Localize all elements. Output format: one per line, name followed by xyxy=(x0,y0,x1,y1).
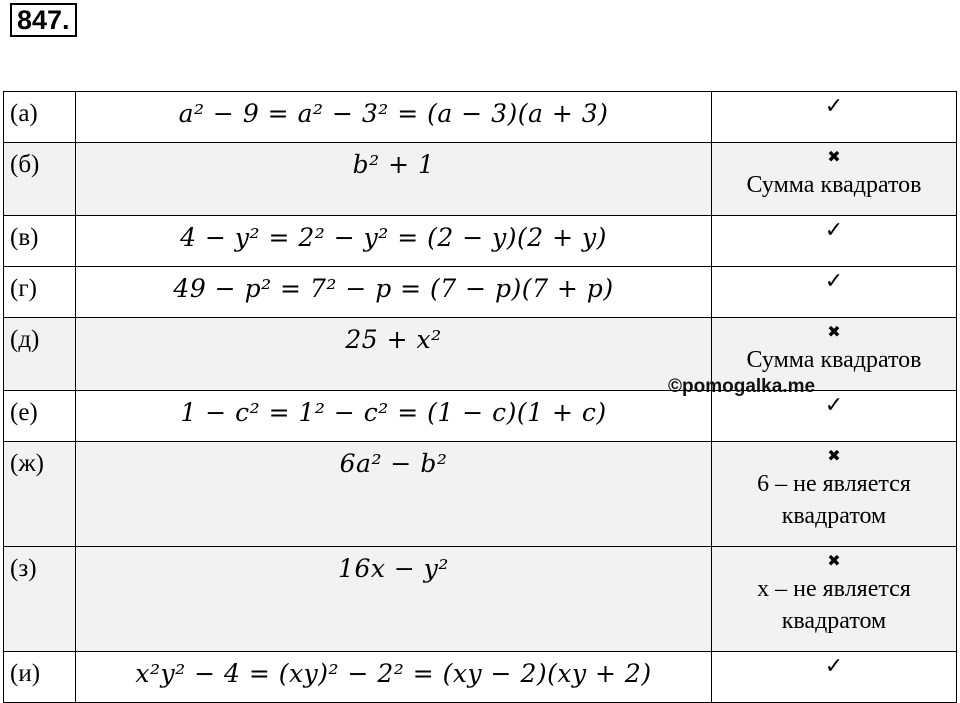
row-expression: b² + 1 xyxy=(76,143,712,216)
row-mark-cell xyxy=(712,652,957,703)
row-mark-cell xyxy=(712,267,957,318)
check-icon: ✓ xyxy=(824,269,844,294)
row-expression: 6a² − b² xyxy=(76,442,712,547)
row-mark-cell xyxy=(712,547,957,652)
row-note: x – не является xyxy=(757,576,911,602)
row-mark-cell xyxy=(712,143,957,216)
table-row xyxy=(4,92,957,143)
table-row xyxy=(4,442,957,547)
cross-icon: ✖ xyxy=(827,551,841,570)
row-label: (з) xyxy=(4,547,76,652)
row-expression: 4 − y² = 2² − y² = (2 − y)(2 + y) xyxy=(76,216,712,267)
check-icon: ✓ xyxy=(824,654,844,679)
row-expression: 25 + x² xyxy=(76,318,712,391)
row-expression: a² − 9 = a² − 3² = (a − 3)(a + 3) xyxy=(76,92,712,143)
row-note-continued: квадратом xyxy=(781,503,887,529)
cross-icon: ✖ xyxy=(827,446,841,465)
row-mark-cell xyxy=(712,391,957,442)
row-label: (е) xyxy=(4,391,76,442)
check-icon: ✓ xyxy=(824,94,844,119)
watermark: ©pomogalka.me xyxy=(668,376,816,397)
table-row xyxy=(4,652,957,703)
table-row xyxy=(4,267,957,318)
row-note: 6 – не является xyxy=(757,471,911,497)
row-note-continued: квадратом xyxy=(781,608,887,634)
row-mark-cell xyxy=(712,216,957,267)
check-icon: ✓ xyxy=(824,218,844,243)
row-label: (и) xyxy=(4,652,76,703)
table-row xyxy=(4,547,957,652)
row-mark-cell xyxy=(712,92,957,143)
row-label: (б) xyxy=(4,143,76,216)
row-mark-cell xyxy=(712,442,957,547)
cross-icon: ✖ xyxy=(827,322,841,341)
row-note: Сумма квадратов xyxy=(746,347,922,373)
table-row xyxy=(4,216,957,267)
check-icon: ✓ xyxy=(824,393,844,418)
row-label: (д) xyxy=(4,318,76,391)
row-expression: 1 − c² = 1² − c² = (1 − c)(1 + c) xyxy=(76,391,712,442)
row-note: Сумма квадратов xyxy=(746,172,922,198)
row-label: (в) xyxy=(4,216,76,267)
problem-number: 847. xyxy=(10,3,77,37)
row-label: (а) xyxy=(4,92,76,143)
cross-icon: ✖ xyxy=(827,147,841,166)
row-expression: x²y² − 4 = (xy)² − 2² = (xy − 2)(xy + 2) xyxy=(76,652,712,703)
table-row xyxy=(4,391,957,442)
table-row xyxy=(4,143,957,216)
row-label: (ж) xyxy=(4,442,76,547)
row-expression: 16x − y² xyxy=(76,547,712,652)
row-label: (г) xyxy=(4,267,76,318)
row-expression: 49 − p² = 7² − p = (7 − p)(7 + p) xyxy=(76,267,712,318)
